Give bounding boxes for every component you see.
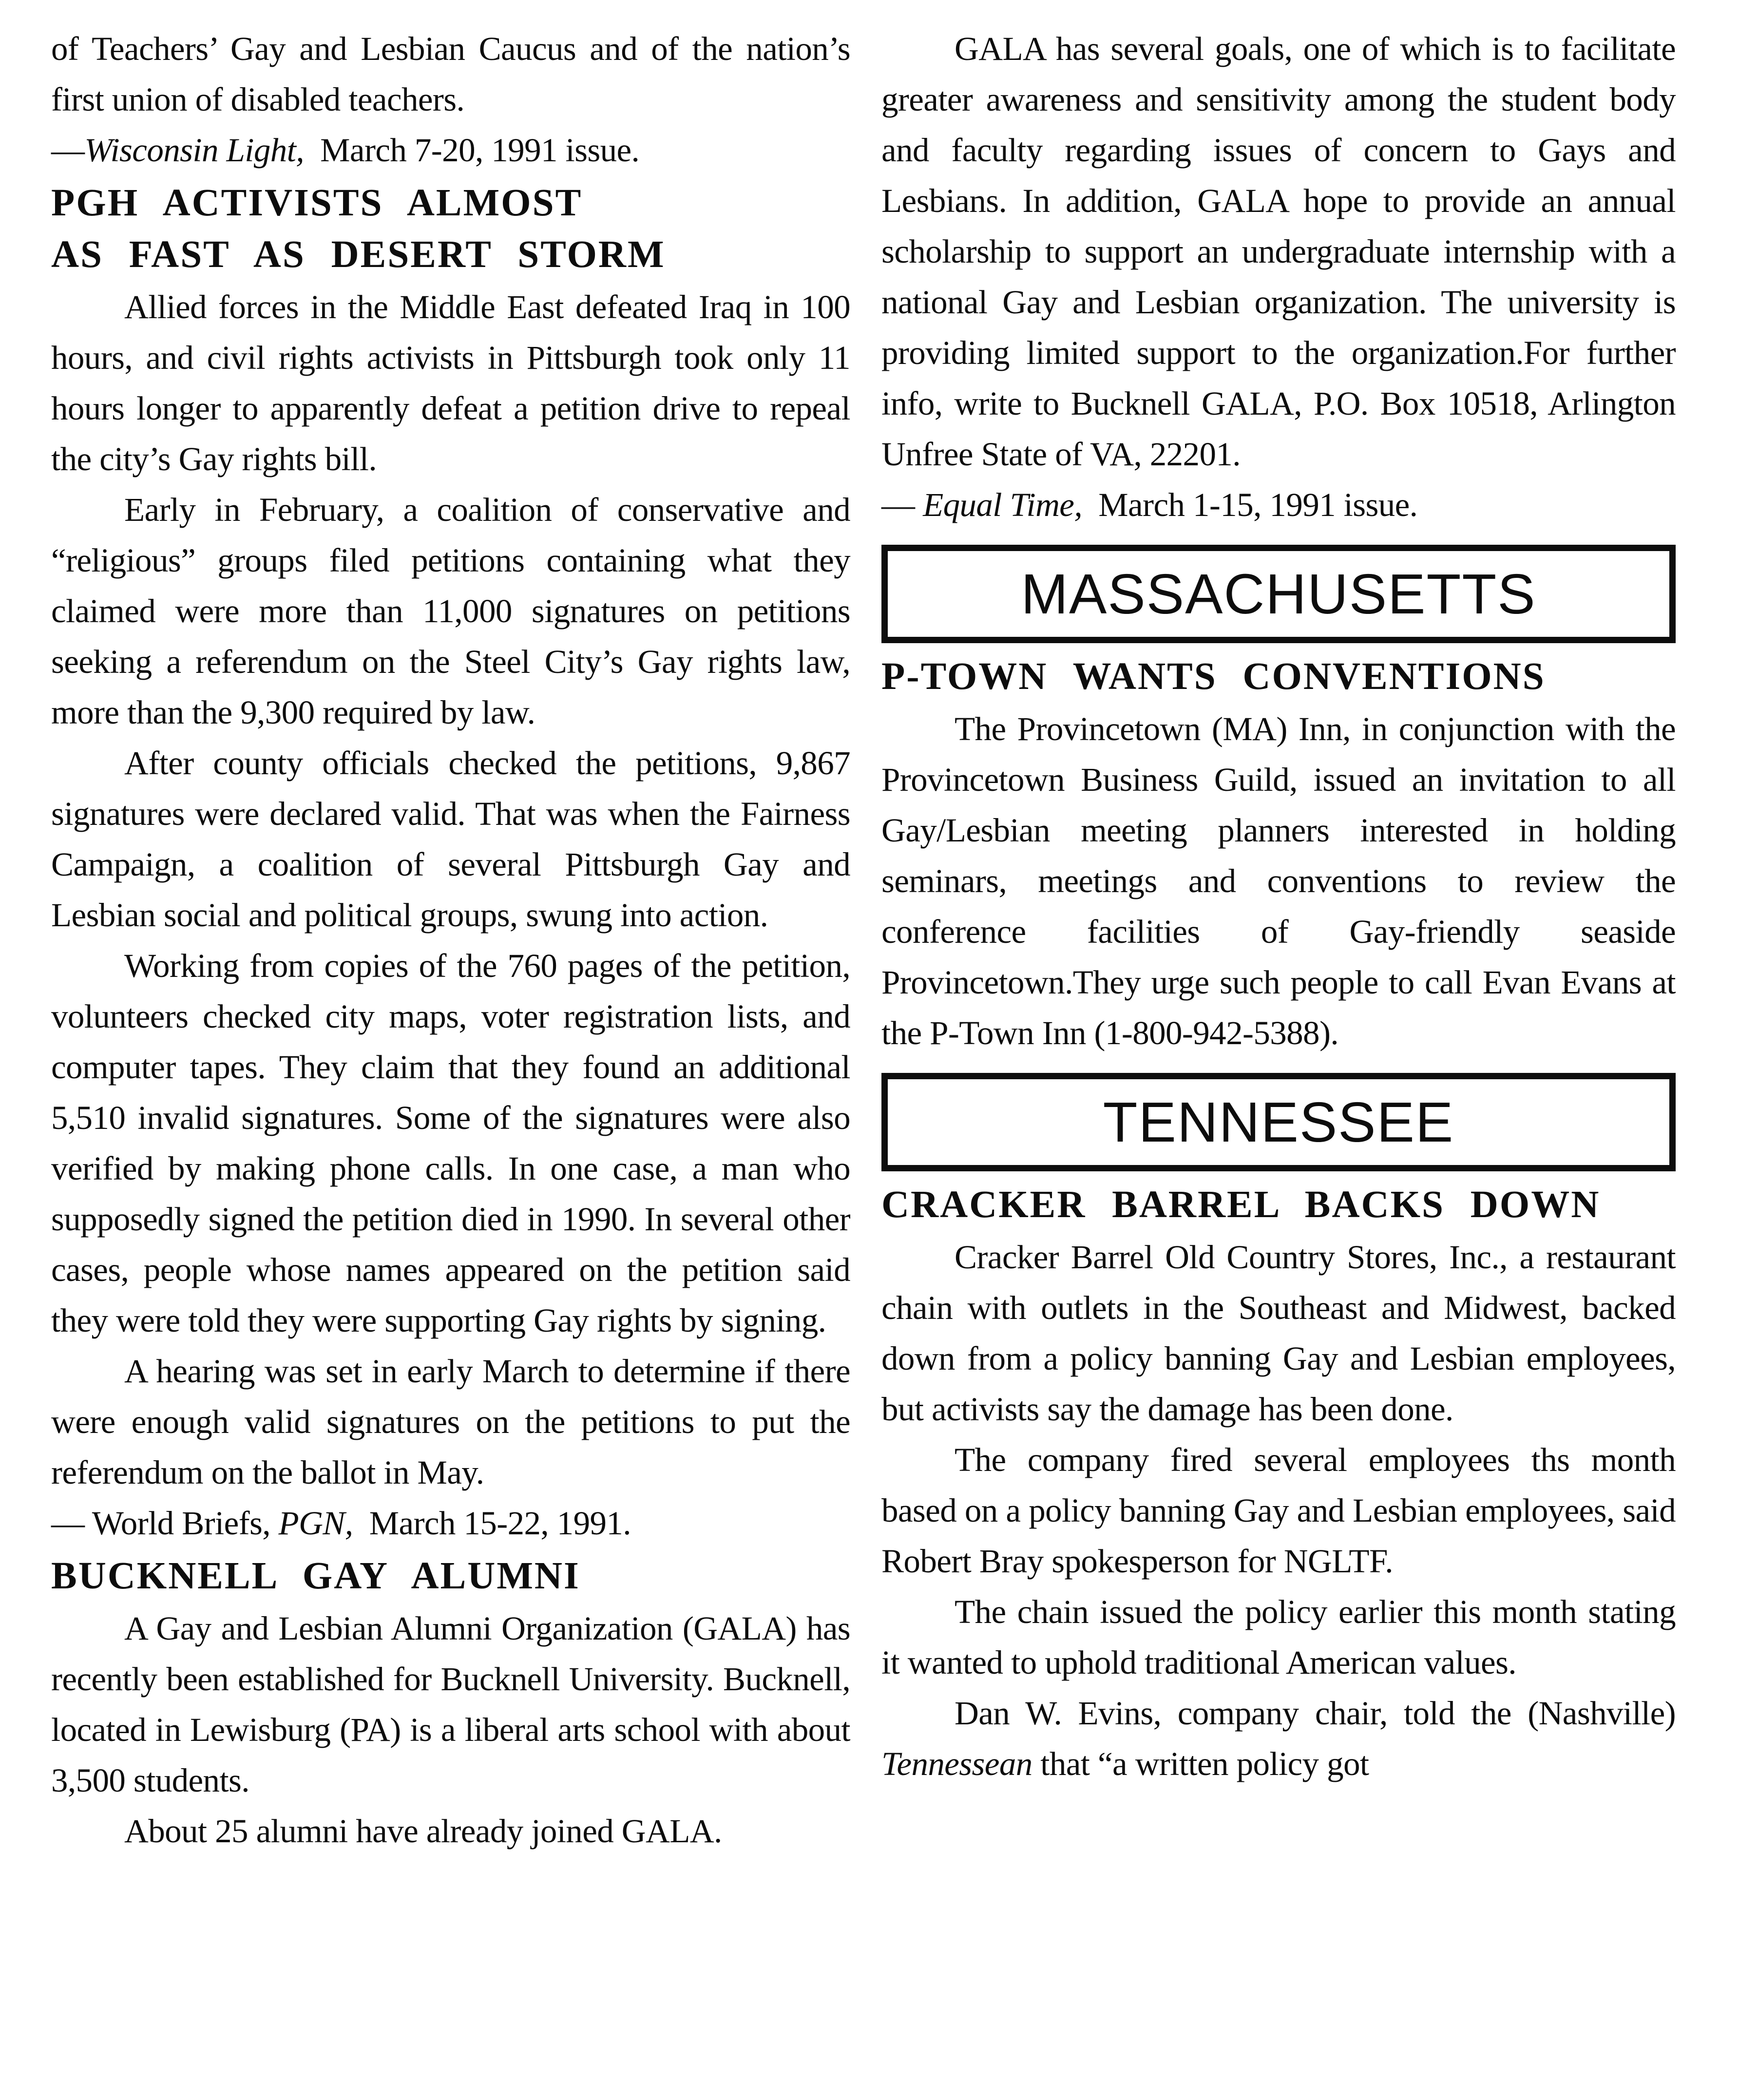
citation-date: March 1-15, 1991 issue. — [1082, 486, 1418, 523]
paragraph-chain-issued-policy: The chain issued the policy earlier this month stating it wanted to uphold traditional American values. — [881, 1593, 1676, 1681]
citation-date: March 15-22, 1991. — [353, 1505, 631, 1542]
citation-source: PGN, — [278, 1505, 353, 1542]
wisconsin-light-citation — [51, 125, 850, 175]
paragraph-hearing: A hearing was set in early March to determine if there were enough valid signatures on the petitions to put the referendum on the ballot in May. — [51, 1353, 850, 1491]
citation-source: Equal Time, — [923, 486, 1082, 523]
massachusetts-section-header: MASSACHUSETTS — [881, 545, 1676, 643]
citation-dash: — — [881, 486, 923, 523]
paragraph-early-february: Early in February, a coalition of conservative and “religious” groups filed petitions containing what they claimed were more than 11,000 signatures on petitions seeking a referendum on the Steel City’s Gay rights law, more than the 9,300 required by law. — [51, 491, 850, 731]
paragraph-gala-goals: GALA has several goals, one of which is to facilitate greater awareness and sensitivity among the student body and faculty regarding issues of concern to Gays and Lesbians. In addition, GALA hope to provide an annual scholarship to support an undergraduate internship with a national Gay and Lesbian organization. The university is providing limited support to the organization.For further info, write to Bucknell GALA, P.O. Box 10518, Arlington Unfree State of VA, 22201. — [881, 30, 1676, 473]
tennessee-section-header: TENNESSEE — [881, 1073, 1676, 1171]
paragraph-allied-forces: Allied forces in the Middle East defeated Iraq in 100 hours, and civil rights activists in Pittsburgh took only 11 hours longer to apparently defeat a petition drive to repeal the city’s Gay rights bill. — [51, 288, 850, 477]
pgh-activists-heading — [51, 177, 850, 281]
ptown-conventions-heading: P-TOWN WANTS CONVENTIONS — [881, 655, 1546, 698]
bucknell-gay-alumni-heading: BUCKNELL GAY ALUMNI — [51, 1555, 580, 1597]
paragraph-provincetown-inn: The Provincetown (MA) Inn, in conjunction with the Provincetown Business Guild, issued an invitation to all Gay/Lesbian meeting planners interested in holding seminars, meetings and conventions to review the conference facilities of Gay-friendly seaside Provincetown.They urge such people to call Evan Evans at the P-Town Inn (1-800-942-5388). — [881, 710, 1676, 1051]
paragraph-alumni-joined: About 25 alumni have already joined GALA. — [124, 1813, 722, 1850]
continued-paragraph: of Teachers’ Gay and Lesbian Caucus and of the nation’s first union of disabled teachers. — [51, 30, 850, 118]
left-column — [51, 23, 850, 2100]
tennessean-source: Tennessean — [881, 1745, 1032, 1782]
paragraph-cracker-barrel-policy: Cracker Barrel Old Country Stores, Inc., a restaurant chain with outlets in the Southeast and Midwest, backed down from a policy banning Gay and Lesbian employees, but activists say the damage has been done. — [881, 1239, 1676, 1428]
citation-prefix: — World Briefs, — [51, 1505, 279, 1542]
paragraph-working-from-copies: Working from copies of the 760 pages of the petition, volunteers checked city maps, voter registration lists, and computer tapes. They claim that they found an additional 5,510 invalid signatures. Some of the signatures were also verified by making phone calls. In one case, a man who supposedly signed the petition died in 1990. In several other cases, people whose names appeared on the petition said they were told they were supporting Gay rights by signing. — [51, 947, 850, 1339]
citation-dash: — — [51, 132, 85, 169]
paragraph-gala-established: A Gay and Lesbian Alumni Organization (GALA) has recently been established for Bucknell University. Bucknell, located in Lewisburg (PA) is a liberal arts school with about 3,500 students. — [51, 1610, 850, 1799]
world-briefs-citation — [51, 1498, 850, 1548]
paragraph-county-officials: After county officials checked the petitions, 9,867 signatures were declared valid. That was when the Fairness Campaign, a coalition of several Pittsburgh Gay and Lesbian social and political groups, swung into action. — [51, 745, 850, 934]
citation-date: March 7-20, 1991 issue. — [304, 132, 640, 169]
equal-time-citation — [881, 479, 1676, 530]
cracker-barrel-heading: CRACKER BARREL BACKS DOWN — [881, 1184, 1601, 1226]
paragraph-company-fired: The company fired several employees ths month based on a policy banning Gay and Lesbian employees, said Robert Bray spokesperson for NGLTF. — [881, 1441, 1676, 1580]
dan-evins-paragraph — [881, 1688, 1676, 1789]
right-column — [881, 23, 1676, 2100]
dan-evins-text: Dan W. Evins, company chair, told the (Nashville) — [955, 1695, 1676, 1732]
dan-evins-quote: that “a written policy got — [1032, 1745, 1369, 1782]
pgh-heading-line-1: PGH ACTIVISTS ALMOST — [51, 182, 583, 224]
pgh-heading-line-2: AS FAST AS DESERT STORM — [51, 233, 666, 276]
citation-source: Wisconsin Light, — [84, 132, 304, 169]
